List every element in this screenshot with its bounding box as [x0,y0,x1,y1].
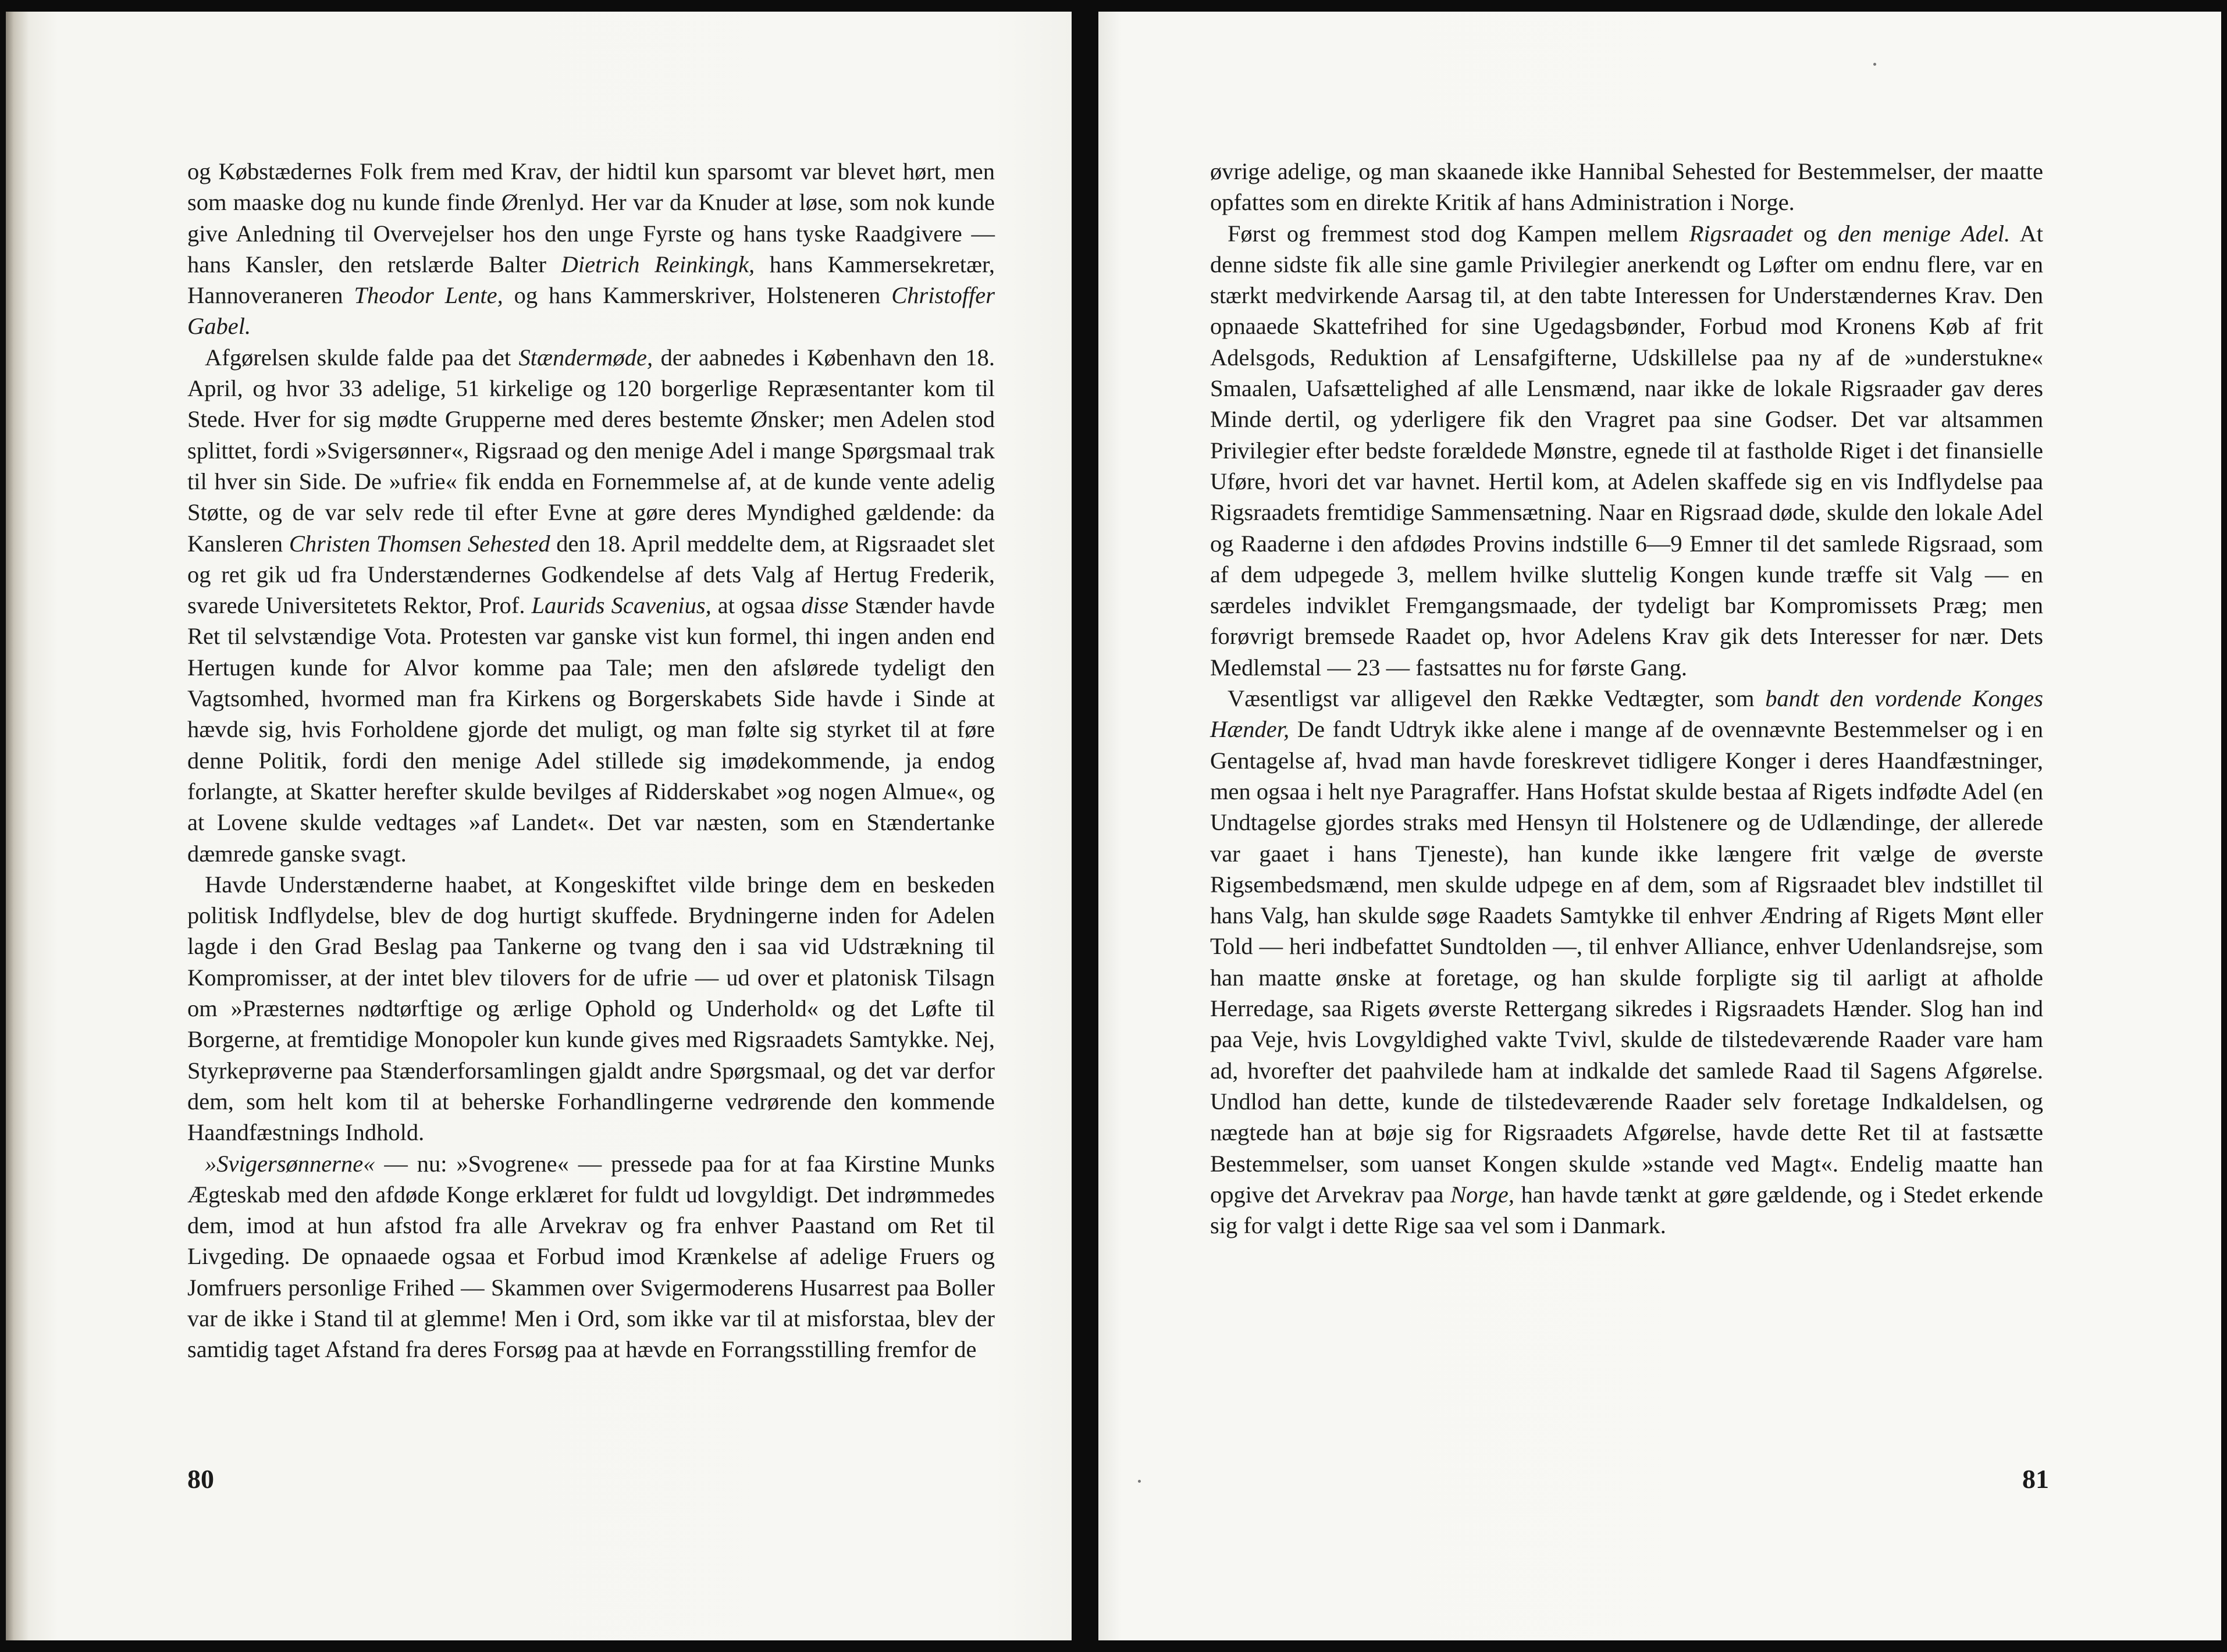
right-page-text [1210,156,2043,1241]
paragraph: og Købstædernes Folk frem med Krav, der hidtil kun sparsomt var blevet hørt, men som maaske dog nu kunde finde Ørenlyd. Her var da Knuder at løse, som nok kunde give Anledning til Overvejelser hos den unge Fyrste og hans tyske Raadgivere — hans Kansler, den retslærde Balter Dietrich Reinkingk, hans Kammersekretær, Hannoveraneren Theodor Lente, og hans Kammerskriver, Holsteneren Christoffer Gabel. [187,158,995,340]
paragraph: øvrige adelige, og man skaanede ikke Hannibal Sehested for Bestemmelser, der maatte opfattes som en direkte Kritik af hans Administration i Norge. [1210,158,2043,216]
left-page-text [187,156,995,1365]
page-number: 80 [187,1464,214,1494]
page-number: 81 [2022,1464,2049,1494]
paragraph: Væsentligst var alligevel den Række Vedtægter, som bandt den vordende Konges Hænder, De fandt Udtryk ikke alene i mange af de ovennævnte Bestemmelser og i en Gentagelse af, hvad man havde foreskrevet tidligere Konger i deres Haandfæstninger, men ogsaa i helt nye Paragraffer. Hans Hofstat skulde bestaa af Rigets indfødte Adel (en Undtagelse gjordes straks med Hensyn til Holstenere og de Udlændinge, der allerede var gaaet i hans Tjeneste), han kunde ikke længere frit vælge de øverste Rigsembedsmænd, men skulde udpege en af dem, som af Rigsraadet blev indstillet til hans Valg, han skulde søge Raadets Samtykke til enhver Ændring af Rigets Mønt eller Told — heri indbefattet Sundtolden —, til enhver Alliance, enhver Udenlandsrejse, som han maatte ønske at foretage, og han skulde forpligte sig til aarligt at afholde Herredage, saa Rigets øverste Rettergang sikredes i Rigsraadets Hænder. Slog han ind paa Veje, hvis Lovgyldighed vakte Tvivl, skulde de tilstedeværende Raader vare ham ad, hvorefter det paahvilede ham at indkalde det samlede Raad til Sagens Afgørelse. Undlod han dette, kunde de tilstedeværende Raader selv foretage Indkaldelsen, og nægtede han at bøje sig for Rigsraadets Afgørelse, havde dette Ret til at fastsætte Bestemmelser, som uanset Kongen skulde »stande ved Magt«. Endelig maatte han opgive det Arvekrav paa Norge, han havde tænkt at gøre gældende, og i Stedet erkende sig for valgt i dette Rige saa vel som i Danmark. [1210,685,2043,1239]
paragraph: Havde Understænderne haabet, at Kongeskiftet vilde bringe dem en beskeden politisk Indflydelse, blev de dog hurtigt skuffede. Brydningerne inden for Adelen lagde i den Grad Beslag paa Tankerne og tvang den i saa vid Udstrækning til Kompromisser, at der intet blev tilovers for de ufrie — ud over et platonisk Tilsagn om »Præsternes nødtørftige og ærlige Ophold og Underhold« og det Løfte til Borgerne, at fremtidige Monopoler kun kunde gives med Rigsraadets Samtykke. Nej, Styrkeprøverne paa Stænderforsamlingen gjaldt andre Spørgsmaal, og det var derfor dem, som helt kom til at beherske Forhandlingerne vedrørende den kommende Haandfæstnings Indhold. [187,871,995,1146]
paragraph: »Svigersønnerne« — nu: »Svogrene« — pressede paa for at faa Kirstine Munks Ægteskab med den afdøde Konge erklæret for fuldt ud lovgyldigt. Det indrømmedes dem, imod at hun afstod fra alle Arvekrav og fra enhver Paastand om Ret til Livgeding. De opnaaede ogsaa et Forbud imod Krænkelse af adelige Fruers og Jomfruers personlige Frihed — Skammen over Svigermoderens Husarrest paa Boller var de ikke i Stand til at glemme! Men i Ord, som ikke var til at misforstaa, blev der samtidig taget Afstand fra deres Forsøg paa at hævde en Forrangsstilling fremfor de [187,1150,995,1363]
paragraph: Afgørelsen skulde falde paa det Stændermøde, der aabnedes i København den 18. April, og hvor 33 adelige, 51 kirkelige og 120 borgerlige Repræsentanter kom til Stede. Hver for sig mødte Grupperne med deres bestemte Ønsker; men Adelen stod splittet, fordi »Svigersønner«, Rigsraad og den menige Adel i mange Spørgsmaal trak til hver sin Side. De »ufrie« fik endda en Fornemmelse af, at de kunde vente adelig Støtte, og de var selv rede til efter Evne at gøre deres Myndighed gældende: da Kansleren Christen Thomsen Sehested den 18. April meddelte dem, at Rigsraadet slet og ret gik ud fra Understændernes Godkendelse af dets Valg af Hertug Frederik, svarede Universitetets Rektor, Prof. Laurids Scavenius, at ogsaa disse Stænder havde Ret til selvstændige Vota. Protesten var ganske vist kun formel, thi ingen anden end Hertugen kunde for Alvor komme paa Tale; men den afslørede tydeligt den Vagtsomhed, hvormed man fra Kirkens og Borgerskabets Side havde i Sinde at hævde sig, hvis Forholdene gjorde det muligt, og man følte sig styrket til at føre denne Politik, fordi den menige Adel stillede sig imødekommende, ja endog forlangte, at Skatter herefter skulde bevilges af Ridderskabet »og nogen Almue«, og at Lovene skulde vedtages »af Landet«. Det var næsten, som en Stændertanke dæmrede ganske svagt. [187,344,995,867]
left-page [6,12,1072,1640]
print-speck [1873,63,1876,66]
right-page [1098,12,2221,1640]
paragraph: Først og fremmest stod dog Kampen mellem Rigsraadet og den menige Adel. At denne sidste fik alle sine gamle Privilegier anerkendt og Løfter om endnu flere, var en stærkt medvirkende Aarsag til, at den tabte Interessen for Understændernes Krav. Den opnaaede Skattefrihed for sine Ugedagsbønder, Forbud mod Kronens Køb af frit Adelsgods, Reduktion af Lensafgifterne, Udskillelse paa ny af de »understukne« Smaalen, Uafsættelighed af alle Lensmænd, naar ikke de lokale Rigsraader gav deres Minde dertil, og yderligere fik den Vragret paa sine Godser. Det var altsammen Privilegier efter bedste forældede Mønstre, egnede til at fastholde Riget i det finansielle Uføre, hvori det var havnet. Hertil kom, at Adelen skaffede sig en vis Indflydelse paa Rigsraadets fremtidige Sammensætning. Naar en Rigsraad døde, skulde den lokale Adel og Raaderne i den afdødes Provins indstille 6—9 Emner til det samlede Rigsraad, som af dem udpegede 3, mellem hvilke sluttelig Kongen kunde træffe sit Valg — en særdeles indviklet Fremgangsmaade, der tydeligt bar Kompromissets Præg; men forøvrigt bremsede Raadet op, hvor Adelens Krav gik dets Interesser for nær. Dets Medlemstal — 23 — fastsattes nu for første Gang. [1210,220,2044,681]
print-speck [1138,1480,1141,1483]
